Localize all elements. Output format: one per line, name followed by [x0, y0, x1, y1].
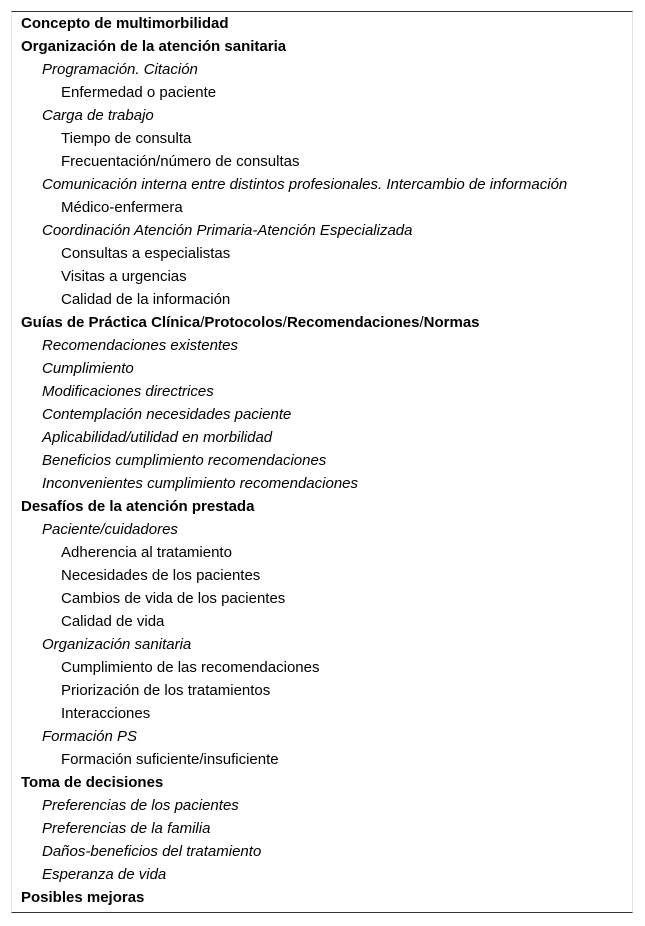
table-row-level-2: Cambios de vida de los pacientes	[61, 590, 286, 607]
table-row-level-0: Posibles mejoras	[21, 889, 145, 906]
table-row-level-1: Cumplimiento	[42, 360, 134, 377]
categories-table	[11, 11, 633, 913]
table-row-level-1: Programación. Citación	[42, 61, 198, 78]
table-row-level-2: Consultas a especialistas	[61, 245, 231, 262]
table-row-level-0: Organización de la atención sanitaria	[21, 38, 287, 55]
table-row-level-2: Visitas a urgencias	[61, 268, 187, 285]
table-row-level-1: Formación PS	[42, 728, 138, 745]
table-row-level-2: Interacciones	[61, 705, 151, 722]
table-row-level-0: Guías de Práctica Clínica/Protocolos/Recomendaciones/Normas	[21, 314, 480, 331]
table-row-level-0: Toma de decisiones	[21, 774, 164, 791]
slash-separator: /	[282, 314, 287, 331]
table-row-level-1: Preferencias de los pacientes	[42, 797, 239, 814]
table-row-level-1: Contemplación necesidades paciente	[42, 406, 292, 423]
table-row-level-2: Calidad de vida	[61, 613, 165, 630]
slash-separator: /	[200, 314, 205, 331]
slash-separator: /	[419, 314, 424, 331]
table-row-level-1: Coordinación Atención Primaria-Atención Especializada	[42, 222, 413, 239]
table-row-level-1: Modificaciones directrices	[42, 383, 214, 400]
table-row-level-2: Médico-enfermera	[61, 199, 183, 216]
table-row-level-2: Cumplimiento de las recomendaciones	[61, 659, 320, 676]
table-row-level-1: Organización sanitaria	[42, 636, 192, 653]
table-row-level-2: Calidad de la información	[61, 291, 231, 308]
table-row-level-2: Frecuentación/número de consultas	[61, 153, 300, 170]
table-row-level-0: Desafíos de la atención prestada	[21, 498, 255, 515]
table-row-level-1: Paciente/cuidadores	[42, 521, 178, 538]
table-row-level-1: Beneficios cumplimiento recomendaciones	[42, 452, 327, 469]
table-row-level-2: Tiempo de consulta	[61, 130, 192, 147]
table-row-level-0: Concepto de multimorbilidad	[21, 15, 229, 32]
table-row-level-1: Comunicación interna entre distintos profesionales. Intercambio de información	[42, 176, 568, 193]
table-row-level-2: Necesidades de los pacientes	[61, 567, 261, 584]
table-row-level-1: Carga de trabajo	[42, 107, 154, 124]
table-row-level-1: Inconvenientes cumplimiento recomendaciones	[42, 475, 359, 492]
table-row-level-2: Priorización de los tratamientos	[61, 682, 271, 699]
table-row-level-1: Daños-beneficios del tratamiento	[42, 843, 262, 860]
table-row-level-1: Aplicabilidad/utilidad en morbilidad	[42, 429, 273, 446]
table-row-level-2: Enfermedad o paciente	[61, 84, 217, 101]
table-row-level-2: Formación suficiente/insuficiente	[61, 751, 279, 768]
table-row-level-2: Adherencia al tratamiento	[61, 544, 232, 561]
table-row-level-1: Esperanza de vida	[42, 866, 167, 883]
table-row-level-1: Recomendaciones existentes	[42, 337, 238, 354]
table-row-level-1: Preferencias de la familia	[42, 820, 211, 837]
